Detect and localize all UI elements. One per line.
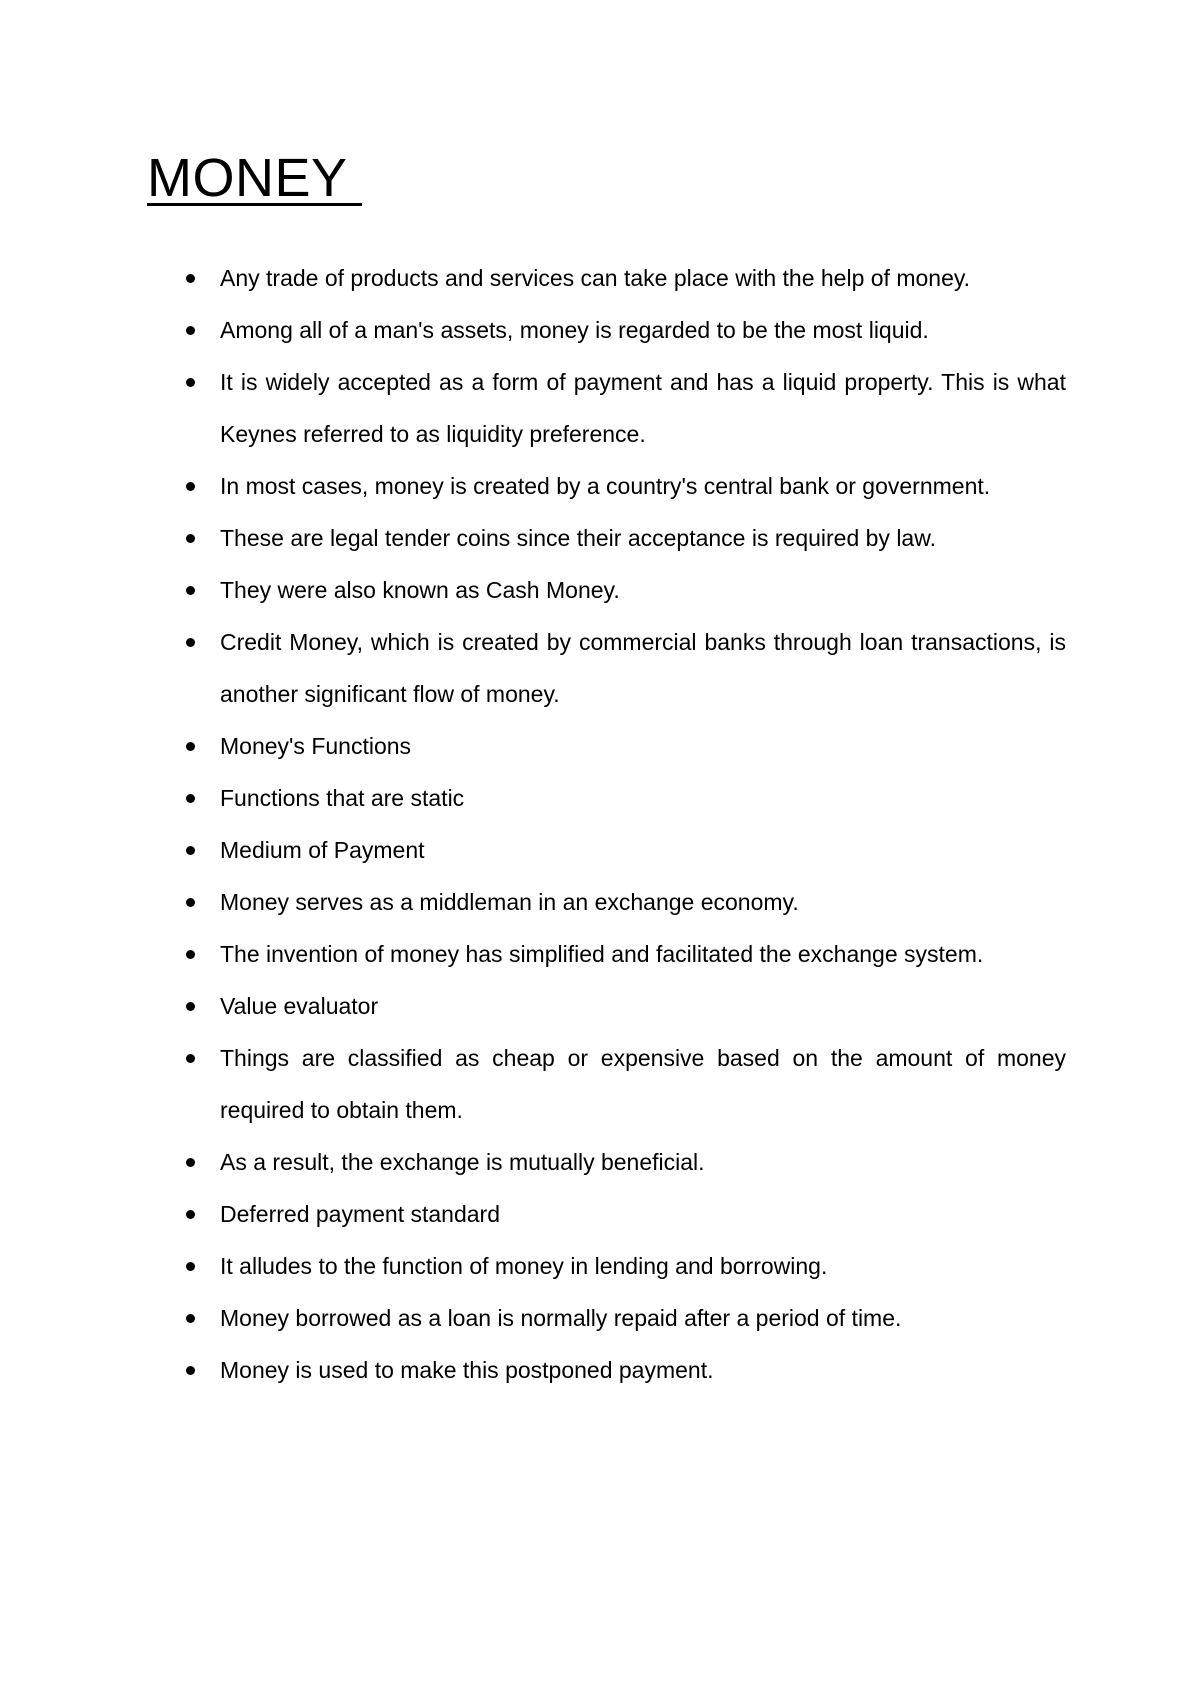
bullet-icon xyxy=(186,898,195,907)
list-item-text: Money serves as a middleman in an exchange economy. xyxy=(220,889,799,915)
list-item xyxy=(186,1344,1066,1396)
list-item-text: These are legal tender coins since their acceptance is required by law. xyxy=(220,525,936,551)
list-item-text: Functions that are static xyxy=(220,785,465,811)
list-item-text: Things are classified as cheap or expensive based on the amount of money required to obtain them. xyxy=(220,1045,1066,1123)
bullet-icon xyxy=(186,1314,195,1323)
bullet-icon xyxy=(186,274,195,283)
list-item xyxy=(186,1292,1066,1344)
list-item-text: As a result, the exchange is mutually beneficial. xyxy=(220,1149,705,1175)
list-item xyxy=(186,824,1066,876)
list-item-text: Among all of a man's assets, money is regarded to be the most liquid. xyxy=(220,317,929,343)
bullet-icon xyxy=(186,326,195,335)
list-item xyxy=(186,564,1066,616)
bullet-list xyxy=(186,252,1066,1396)
bullet-icon xyxy=(186,482,195,491)
bullet-icon xyxy=(186,378,195,387)
list-item-text: Medium of Payment xyxy=(220,837,425,863)
list-item xyxy=(186,772,1066,824)
bullet-icon xyxy=(186,586,195,595)
list-item-text: Money is used to make this postponed payment. xyxy=(220,1357,714,1383)
bullet-icon xyxy=(186,1262,195,1271)
list-item-text: Money borrowed as a loan is normally repaid after a period of time. xyxy=(220,1305,902,1331)
bullet-icon xyxy=(186,1158,195,1167)
list-item xyxy=(186,1240,1066,1292)
bullet-icon xyxy=(186,742,195,751)
list-item xyxy=(186,1136,1066,1188)
list-item xyxy=(186,356,1066,460)
bullet-icon xyxy=(186,794,195,803)
document-title: MONEY xyxy=(147,148,363,208)
list-item-text: They were also known as Cash Money. xyxy=(220,577,620,603)
bullet-icon xyxy=(186,1366,195,1375)
bullet-icon xyxy=(186,534,195,543)
bullet-icon xyxy=(186,846,195,855)
list-item xyxy=(186,616,1066,720)
list-item xyxy=(186,1032,1066,1136)
list-item-text: The invention of money has simplified and facilitated the exchange system. xyxy=(220,941,984,967)
bullet-icon xyxy=(186,1210,195,1219)
bullet-icon xyxy=(186,1002,195,1011)
list-item-text: It is widely accepted as a form of payment and has a liquid property. This is what Keynes referred to as liquidity preference. xyxy=(220,369,1066,447)
list-item xyxy=(186,512,1066,564)
bullet-icon xyxy=(186,950,195,959)
list-item xyxy=(186,980,1066,1032)
list-item-text: Credit Money, which is created by commercial banks through loan transactions, is another significant flow of money. xyxy=(220,629,1066,707)
list-item xyxy=(186,720,1066,772)
list-item xyxy=(186,1188,1066,1240)
list-item-text: It alludes to the function of money in lending and borrowing. xyxy=(220,1253,828,1279)
list-item-text: In most cases, money is created by a country's central bank or government. xyxy=(220,473,991,499)
list-item-text: Any trade of products and services can take place with the help of money. xyxy=(220,265,971,291)
bullet-icon xyxy=(186,638,195,647)
list-item xyxy=(186,304,1066,356)
bullet-icon xyxy=(186,1054,195,1063)
list-item-text: Money's Functions xyxy=(220,733,412,759)
list-item-text: Value evaluator xyxy=(220,993,379,1019)
list-item xyxy=(186,252,1066,304)
list-item xyxy=(186,876,1066,928)
list-item-text: Deferred payment standard xyxy=(220,1201,500,1227)
list-item xyxy=(186,460,1066,512)
list-item xyxy=(186,928,1066,980)
